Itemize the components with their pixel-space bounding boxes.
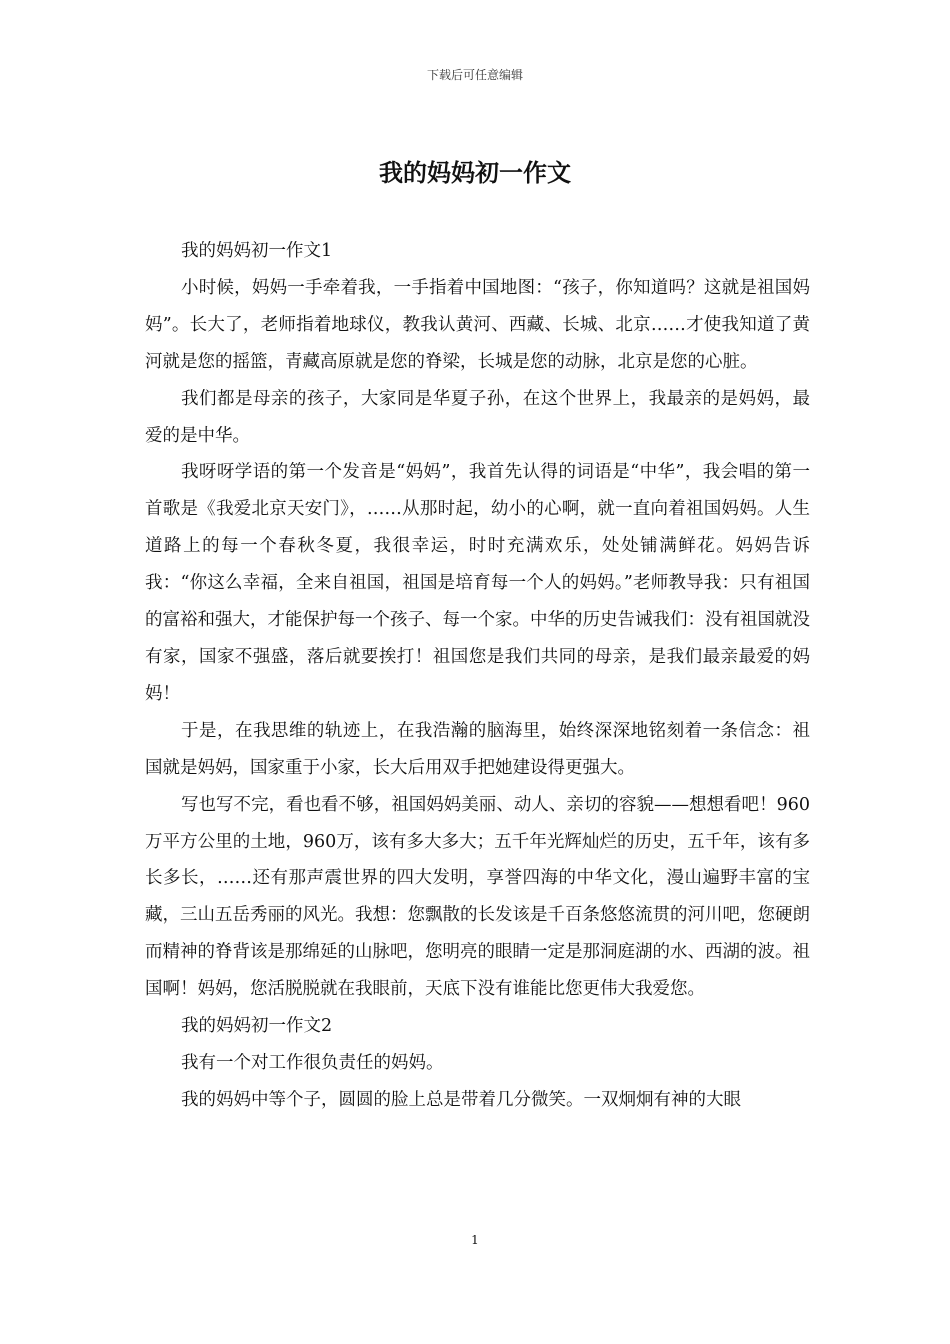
- paragraph: 我有一个对工作很负责任的妈妈。: [181, 1052, 444, 1073]
- paragraph: 我呀呀学语的第一个发音是“妈妈”，我首先认得的词语是“中华”，我会唱的第一首歌是《我爱北京天安门》，……从那时起，幼小的心啊，就一直向着祖国妈妈。人生道路上的每一个春秋冬夏，我很幸运，时时充满欢乐，处处铺满鲜花。妈妈告诉我：“你这么幸福，全来自祖国，祖国是培育每一个人的妈妈。”老师教导我：只有祖国的富裕和强大，才能保护每一个孩子、每一个家。中华的历史告诫我们：没有祖国就没有家，国家不强盛，落后就要挨打！祖国您是我们共同的母亲，是我们最亲最爱的妈妈！: [145, 462, 810, 704]
- paragraph: 我们都是母亲的孩子，大家同是华夏子孙，在这个世界上，我最亲的是妈妈，最爱的是中华。: [145, 388, 810, 446]
- essay-heading-2: 我的妈妈初一作文2: [181, 1016, 333, 1037]
- paragraph: 我的妈妈中等个子，圆圆的脸上总是带着几分微笑。一双炯炯有神的大眼: [181, 1089, 741, 1110]
- paragraph: 写也写不完，看也看不够，祖国妈妈美丽、动人、亲切的容貌——想想看吧！960万平方公里的土地，960万，该有多大多大；五千年光辉灿烂的历史，五千年，该有多长多长，……还有那声震世界的四大发明，享誉四海的中华文化，漫山遍野丰富的宝藏，三山五岳秀丽的风光。我想：您飘散的长发该是千百条悠悠流贯的河川吧，您硬朗而精神的脊背该是那绵延的山脉吧，您明亮的眼睛一定是那洞庭湖的水、西湖的波。祖国啊！妈妈，您活脱脱就在我眼前，天底下没有谁能比您更伟大我爱您。: [145, 794, 810, 1000]
- page-number: 1: [471, 1233, 479, 1247]
- essay-heading-1: 我的妈妈初一作文1: [181, 241, 333, 261]
- header-note: 下载后可任意编辑: [426, 68, 523, 82]
- paragraph: 小时候，妈妈一手牵着我，一手指着中国地图：“孩子，你知道吗？这就是祖国妈妈”。长大了，老师指着地球仪，教我认黄河、西藏、长城、北京……才使我知道了黄河就是您的摇篮，青藏高原就是您的脊梁，长城是您的动脉，北京是您的心脏。: [145, 277, 810, 372]
- document-body: [145, 233, 810, 1119]
- paragraph: 于是，在我思维的轨迹上，在我浩瀚的脑海里，始终深深地铭刻着一条信念：祖国就是妈妈，国家重于小家，长大后用双手把她建设得更强大。: [145, 720, 810, 778]
- document-title: 我的妈妈初一作文: [379, 158, 571, 187]
